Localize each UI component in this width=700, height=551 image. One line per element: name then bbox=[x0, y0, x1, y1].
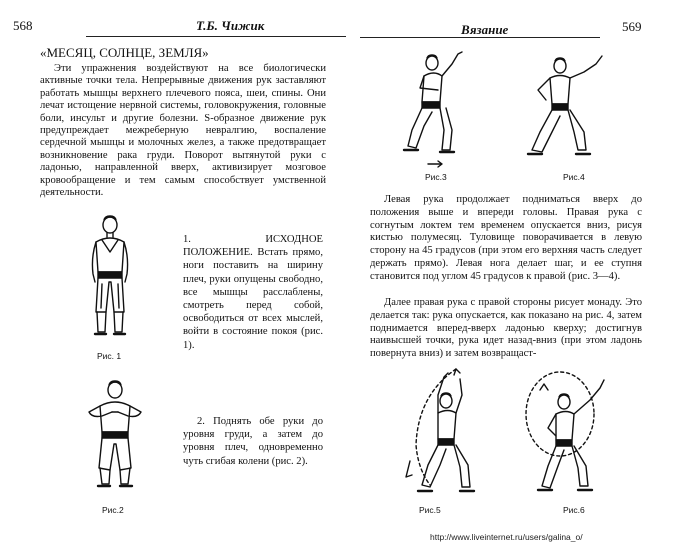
figure-1 bbox=[82, 212, 138, 344]
figure-5-caption: Рис.5 bbox=[419, 505, 441, 515]
figure-2 bbox=[84, 378, 146, 496]
left-header-rule bbox=[86, 36, 346, 37]
left-running-head: Т.Б. Чижик bbox=[196, 18, 265, 33]
arms-raised-figure-illustration bbox=[84, 378, 146, 496]
right-header-rule bbox=[360, 37, 600, 38]
figure-6-caption: Рис.6 bbox=[563, 505, 585, 515]
circle-path-figure-illustration bbox=[520, 366, 616, 504]
figure-4-caption: Рис.4 bbox=[563, 172, 585, 182]
paragraph-3-4: Левая рука продолжает подниматься вверх до положения выше и впереди головы. Правая рука с согнутым локтем тем временем опускается вниз, рисуя кистью полумесяц. Туловище поворачивается в левую сторону на 45 градусов (при этом его верхняя часть следует держать прямо). Левая нога делает шаг, и ее ступня становится под углом 45 градусов к правой (рис. 3—4). bbox=[370, 194, 642, 282]
monad-arc-figure-illustration bbox=[398, 365, 482, 505]
left-arm-rising-figure-illustration bbox=[398, 46, 474, 168]
figure-6 bbox=[520, 366, 616, 504]
standing-figure-illustration bbox=[82, 212, 138, 344]
figure-3-caption: Рис.3 bbox=[425, 172, 447, 182]
step-2-paragraph: 2. Поднять обе руки до уровня груди, а затем до уровня плеч, одновременно чуть сгибая колени (рис. 2). bbox=[183, 416, 323, 467]
figure-5 bbox=[398, 365, 482, 505]
step-1-paragraph: 1. ИСХОДНОЕ ПОЛОЖЕНИЕ. Встать прямо, ноги поставить на ширину плеч, руки опущены свободно, все мышцы расслаблены, смотреть перед собой, освободиться от всех мыслей, войти в состояние покоя (рис. 1). bbox=[183, 234, 323, 351]
left-page-number: 568 bbox=[13, 18, 33, 33]
source-url[interactable]: http://www.liveinternet.ru/users/galina_o/ bbox=[430, 532, 583, 542]
crescent-hand-figure-illustration bbox=[512, 46, 610, 170]
right-running-head: Вязание bbox=[461, 22, 509, 37]
figure-1-caption: Рис. 1 bbox=[97, 351, 122, 361]
section-title: «МЕСЯЦ, СОЛНЦЕ, ЗЕМЛЯ» bbox=[40, 45, 209, 60]
figure-3 bbox=[398, 46, 474, 168]
figure-4 bbox=[512, 46, 610, 170]
right-page-number: 569 bbox=[622, 19, 642, 34]
paragraph-monad: Далее правая рука с правой стороны рисует монаду. Это делается так: рука опускается, как показано на рис. 4, затем поднимается вперед-вверх ладонью кверху; достигнув наивысшей точки, рука идет назад-вниз (при этом ладонь повернута вниз) и затем возвращаст- bbox=[370, 297, 642, 360]
figure-2-caption: Рис.2 bbox=[102, 505, 124, 515]
intro-paragraph: Эти упражнения воздействуют на все биологически активные точки тела. Непрерывные движения рук заставляют работать мышцы верхнего плечевого пояса, шеи, спины. Они лечат истощение нервной системы, головокружения, головные боли, инсульт и другие болезни. S-образное движение рук предупреждает межреберную невралгию, воспаление сердечной мышцы и молочных желез, а также предотвращает возникновение рака груди. Поворот вытянутой руки с ладонью, направленной вверх, активизирует мозговое кровообращение и тем самым способствует умственной деятельности. bbox=[40, 63, 326, 199]
